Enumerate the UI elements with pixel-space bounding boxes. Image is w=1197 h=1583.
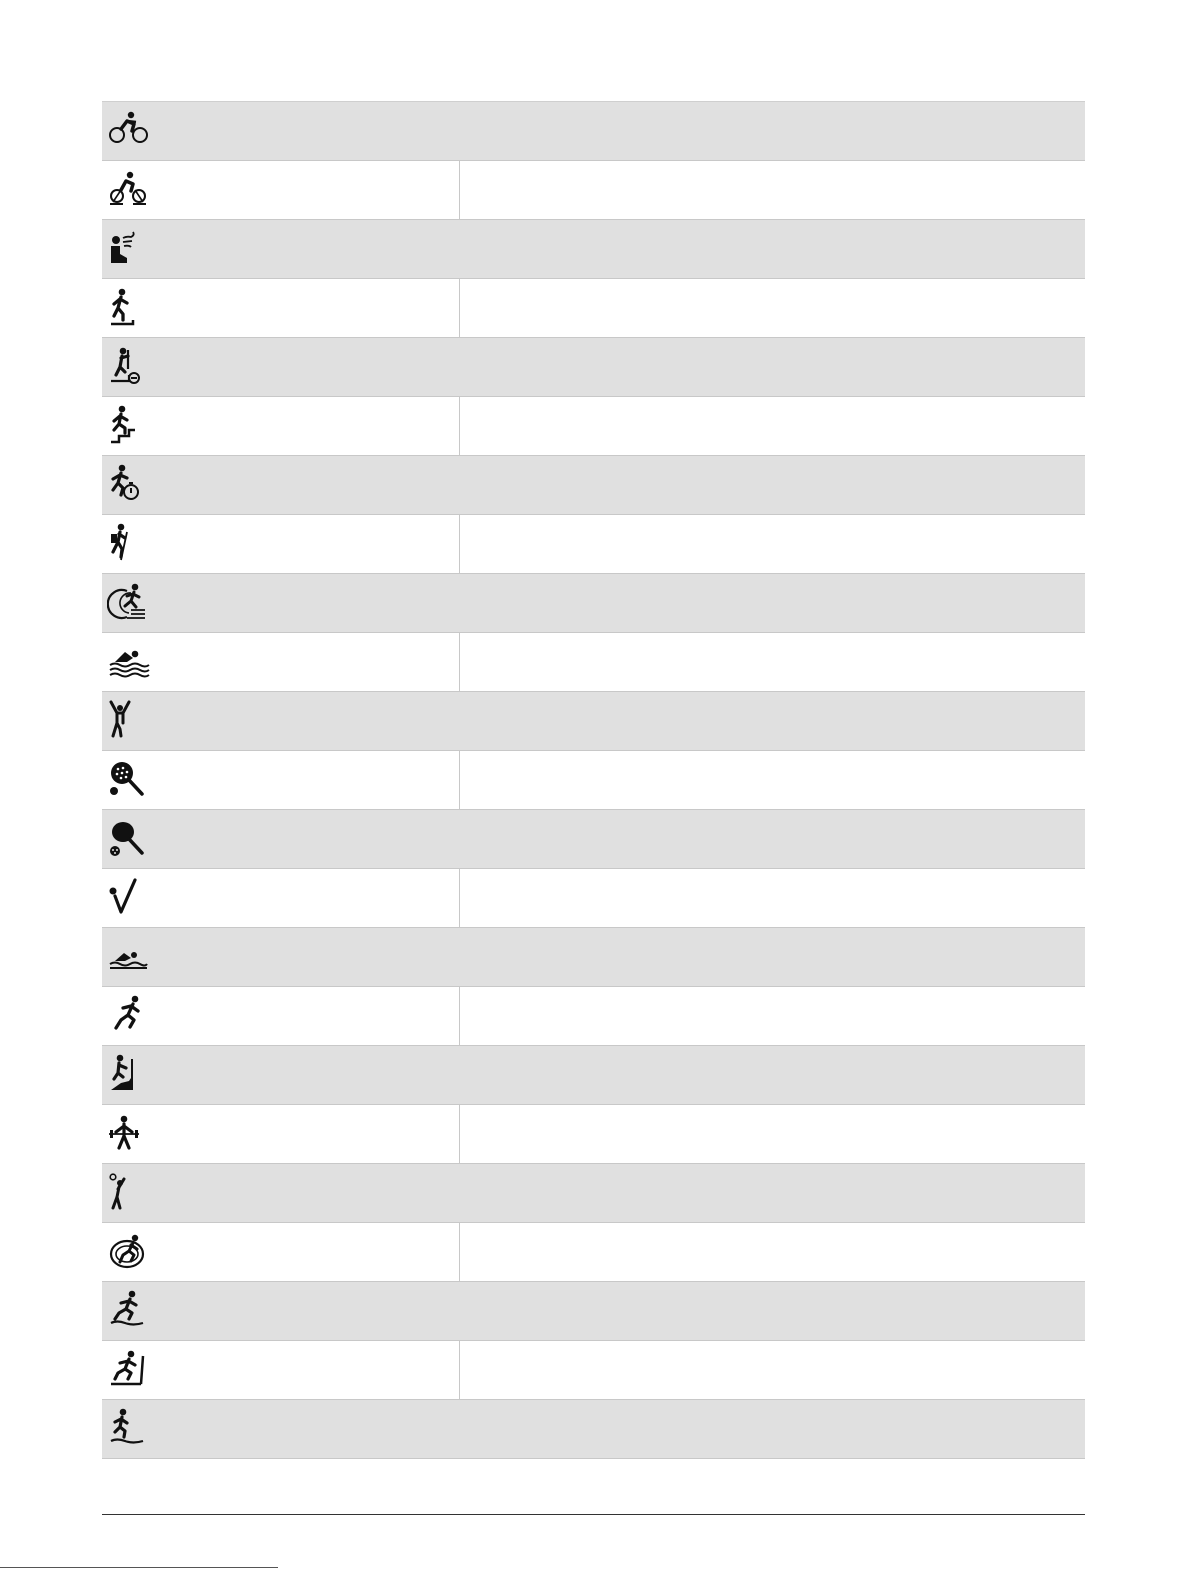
table-row bbox=[102, 456, 1085, 515]
table-row bbox=[102, 279, 1085, 338]
icon-cell bbox=[102, 987, 460, 1045]
icon-cell bbox=[102, 1046, 460, 1104]
table-row bbox=[102, 1282, 1085, 1341]
description-cell bbox=[460, 751, 1085, 809]
table-row bbox=[102, 574, 1085, 633]
table-row bbox=[102, 1046, 1085, 1105]
table-row bbox=[102, 515, 1085, 574]
icon-cell bbox=[102, 102, 460, 160]
icon-cell bbox=[102, 751, 460, 809]
stair-climber-icon bbox=[107, 1053, 151, 1097]
open-water-swim-icon bbox=[107, 640, 151, 684]
table-row bbox=[102, 692, 1085, 751]
icon-cell bbox=[102, 1164, 460, 1222]
icon-cell bbox=[102, 1105, 460, 1163]
icon-cell bbox=[102, 574, 460, 632]
description-cell bbox=[460, 1105, 1085, 1163]
table-row bbox=[102, 1105, 1085, 1164]
stair-stepper-icon bbox=[107, 404, 151, 448]
table-row bbox=[102, 1341, 1085, 1400]
icon-cell bbox=[102, 1282, 460, 1340]
description-cell bbox=[460, 928, 1085, 986]
table-row bbox=[102, 987, 1085, 1046]
description-cell bbox=[460, 456, 1085, 514]
icon-cell bbox=[102, 220, 460, 278]
indoor-bike-icon bbox=[107, 168, 151, 212]
description-cell bbox=[460, 397, 1085, 455]
icon-cell bbox=[102, 1223, 460, 1281]
treadmill-walk-icon bbox=[107, 286, 151, 330]
elliptical-icon bbox=[107, 345, 151, 389]
bottom-divider bbox=[0, 1567, 278, 1568]
table-row bbox=[102, 102, 1085, 161]
hike-icon bbox=[107, 522, 151, 566]
description-cell bbox=[460, 1341, 1085, 1399]
description-cell bbox=[460, 1282, 1085, 1340]
ultra-run-icon bbox=[107, 1407, 151, 1451]
icon-cell bbox=[102, 338, 460, 396]
description-cell bbox=[460, 338, 1085, 396]
table-row bbox=[102, 161, 1085, 220]
breathwork-icon bbox=[107, 227, 151, 271]
trail-run-icon bbox=[107, 1289, 151, 1333]
icon-cell bbox=[102, 397, 460, 455]
indoor-track-icon bbox=[107, 581, 151, 625]
table-row bbox=[102, 751, 1085, 810]
icon-cell bbox=[102, 515, 460, 573]
description-cell bbox=[460, 102, 1085, 160]
description-cell bbox=[460, 1164, 1085, 1222]
treadmill-run-icon bbox=[107, 1348, 151, 1392]
table-row bbox=[102, 397, 1085, 456]
table-row bbox=[102, 1400, 1085, 1459]
icon-cell bbox=[102, 633, 460, 691]
icon-cell bbox=[102, 279, 460, 337]
table-row bbox=[102, 810, 1085, 869]
description-cell bbox=[460, 869, 1085, 927]
table-row bbox=[102, 928, 1085, 987]
icon-cell bbox=[102, 161, 460, 219]
description-cell bbox=[460, 633, 1085, 691]
footer-rule bbox=[102, 1514, 1085, 1515]
checkmark-person-icon bbox=[107, 876, 151, 920]
description-cell bbox=[460, 1046, 1085, 1104]
table-row bbox=[102, 338, 1085, 397]
table-row bbox=[102, 1164, 1085, 1223]
description-cell bbox=[460, 515, 1085, 573]
description-cell bbox=[460, 161, 1085, 219]
jumping-person-icon bbox=[107, 699, 151, 743]
description-cell bbox=[460, 220, 1085, 278]
icon-cell bbox=[102, 1400, 460, 1458]
table-row bbox=[102, 1223, 1085, 1282]
icon-cell bbox=[102, 869, 460, 927]
padel-icon bbox=[107, 758, 151, 802]
table-row bbox=[102, 220, 1085, 279]
icon-cell bbox=[102, 928, 460, 986]
icon-cell bbox=[102, 1341, 460, 1399]
icon-cell bbox=[102, 456, 460, 514]
description-cell bbox=[460, 987, 1085, 1045]
description-cell bbox=[460, 810, 1085, 868]
description-cell bbox=[460, 279, 1085, 337]
description-cell bbox=[460, 1223, 1085, 1281]
description-cell bbox=[460, 1400, 1085, 1458]
strength-icon bbox=[107, 1112, 151, 1156]
description-cell bbox=[460, 574, 1085, 632]
icon-cell bbox=[102, 692, 460, 750]
bike-icon bbox=[107, 109, 151, 153]
activity-icon-table bbox=[102, 101, 1085, 1459]
run-icon bbox=[107, 994, 151, 1038]
track-run-icon bbox=[107, 1230, 151, 1274]
table-row bbox=[102, 633, 1085, 692]
pool-swim-icon bbox=[107, 935, 151, 979]
table-row bbox=[102, 869, 1085, 928]
description-cell bbox=[460, 692, 1085, 750]
icon-cell bbox=[102, 810, 460, 868]
run-timer-icon bbox=[107, 463, 151, 507]
pickleball-icon bbox=[107, 817, 151, 861]
tennis-icon bbox=[107, 1171, 151, 1215]
